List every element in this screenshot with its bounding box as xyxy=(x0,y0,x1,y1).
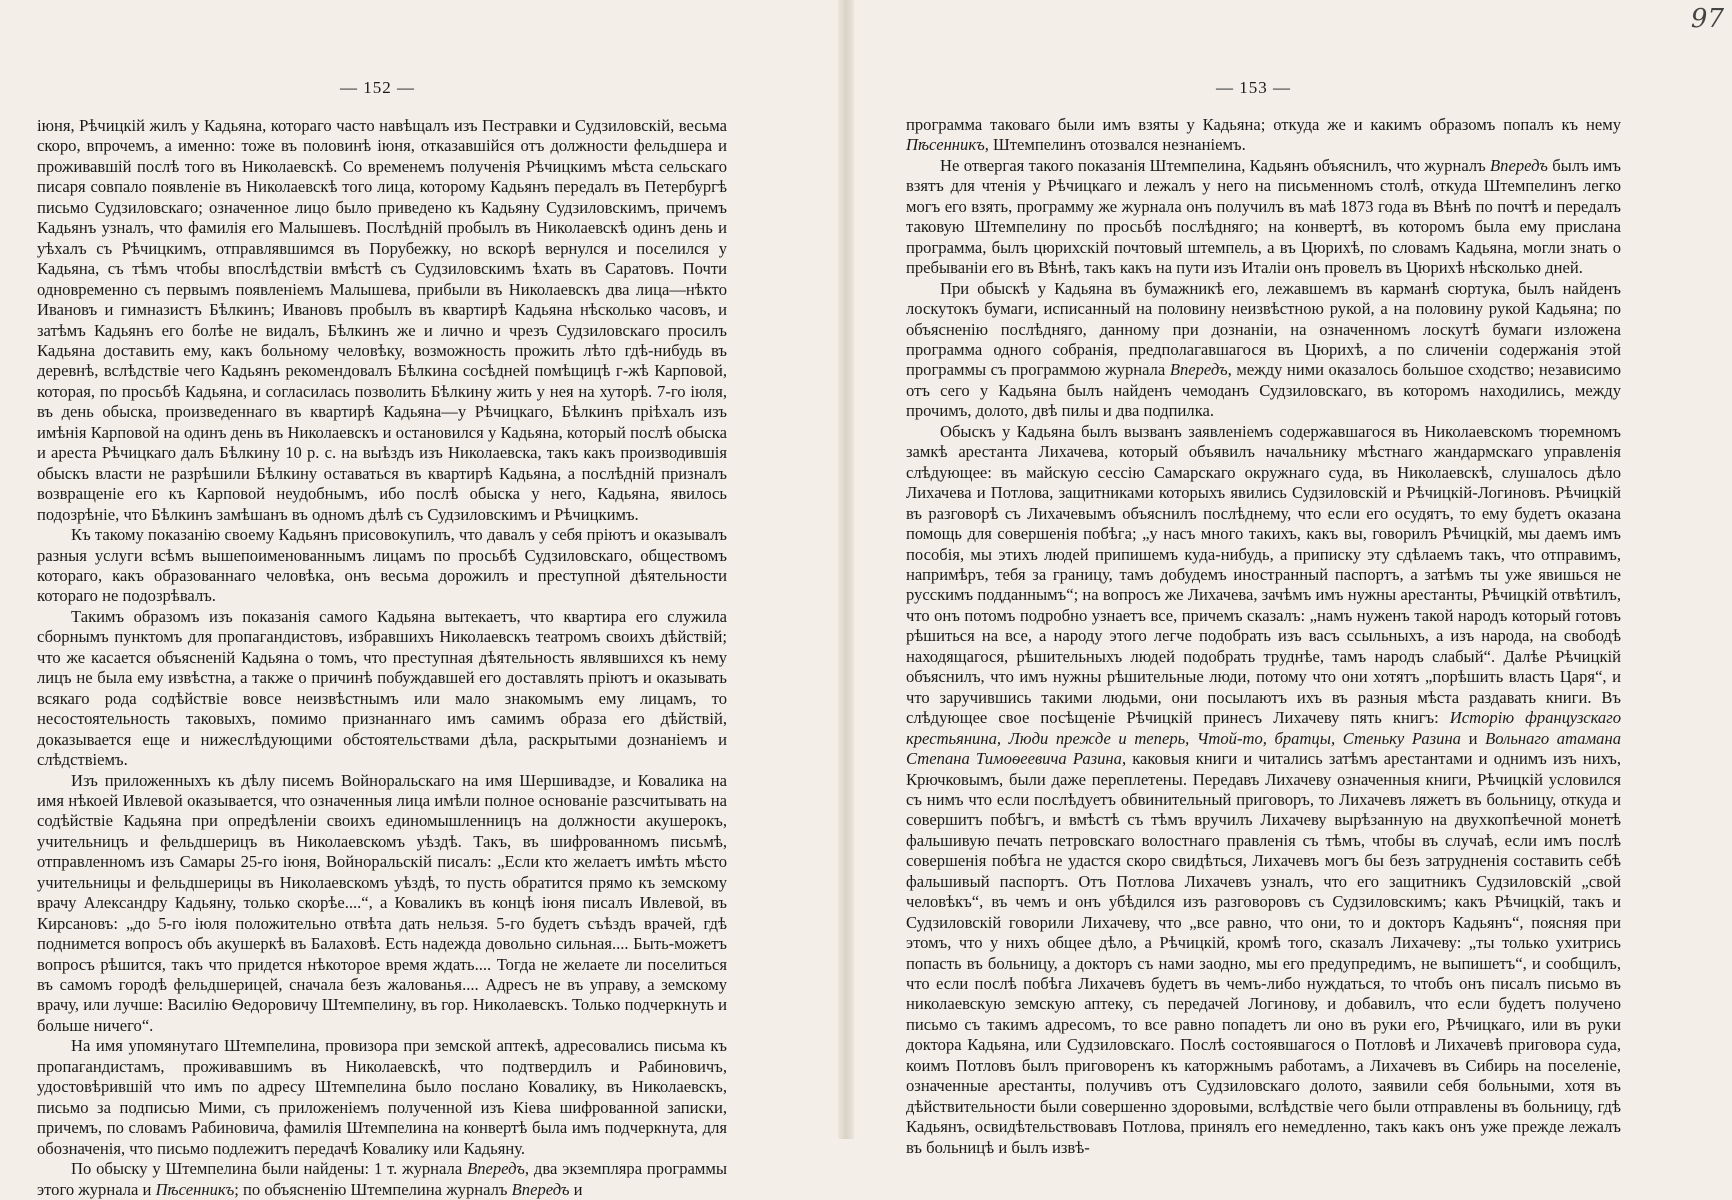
italic-title: Впередъ xyxy=(1169,360,1228,380)
paragraph xyxy=(906,279,1621,422)
book-gutter xyxy=(838,0,854,1139)
paragraph xyxy=(37,607,727,771)
paragraph xyxy=(37,771,727,1037)
text-run: Обыскъ у Кадьяна былъ вызванъ заявленіемъ содержавшагося въ Николаевскомъ тюремномъ замкѣ арестанта Лихачева, который объявилъ начальнику мѣстнаго жандармскаго управленія слѣдующее: въ майскую сессію Самарскаго окружнаго суда, въ Николаевскѣ, слушалось дѣло Лихачева и Потлова, защитниками которыхъ явились Судзиловскій и Рѣчицкій-Логиновъ. Рѣчицкій въ разговорѣ съ Лихачевымъ объяснилъ послѣднему, что если его осудятъ, то ему будетъ оказана помощь для совершенія побѣга; „у насъ много такихъ, какъ вы, говорилъ Рѣчицкій, мы даемъ имъ пособія, мы этихъ людей припишемъ куда-нибудь, а приписку эту сдѣлаемъ такъ, что отправимъ, напримѣръ, тебя за границу, тамъ добудемъ иностранный паспортъ, а затѣмъ ты уже явишься не русскимъ подданнымъ“; на вопросъ же Лихачева, зачѣмъ имъ нужны арестанты, Рѣчицкій отвѣтилъ, что онъ потомъ подробно узнаетъ все, причемъ сказалъ: „намъ нуженъ такой народъ который готовъ рѣшиться на все, а народу этого легче подобрать изъ васъ ссыльныхъ, а изъ народа, на свободѣ находящагося, рѣшительныхъ людей подобрать труднѣе, тамъ народъ слабый“. Далѣе Рѣчицкій объяснилъ, что имъ нужны рѣшительные люди, потому что они хотятъ „порѣшить власть Царя“, и что заручившись такими людьми, они посылаютъ ихъ въ разныя мѣста раздавать книги. Въ слѣдующее свое посѣщеніе Рѣчицкій принесъ Лихачеву пять книгъ: xyxy=(906,421,1621,728)
paragraph xyxy=(906,115,1621,156)
italic-title: Пѣсенникъ xyxy=(906,135,985,155)
paragraph xyxy=(906,156,1621,279)
text-run: При обыскѣ у Кадьяна въ бумажникѣ его, лежавшемъ въ карманѣ сюртука, былъ найденъ лоскутокъ бумаги, исписанный на половину неизвѣстною рукой, а на половину рукой Кадьяна; по объясненію послѣдняго, данному при дознаніи, на означенномъ лоскутѣ бумаги изложена программа одного собранія, предполагавшагося въ Цюрихѣ, а по сличеніи содержанія этой программы съ программою журнала xyxy=(906,278,1621,380)
text-run: ; по объясненію Штемпелина журналъ xyxy=(234,1179,512,1199)
italic-title: Впередъ xyxy=(1490,155,1548,175)
text-run: , каковыя книги и читались затѣмъ арестантами и однимъ изъ нихъ, Крючковымъ, были даже переплетены. Передавъ Лихачеву означенныя книги, Рѣчицкій условился съ нимъ что если послѣдуетъ обвинительный приговоръ, то Лихачевъ ляжетъ въ больницу, откуда и совершитъ побѣгъ, и вмѣстѣ съ тѣмъ вручилъ Лихачеву вырѣзанную на двухкопѣечной монетѣ фальшивую печать петровскаго волостнаго правленія съ тѣмъ, чтобы въ случаѣ, если имъ послѣ совершенія побѣга не удастся скоро свидѣться, Лихачевъ могъ бы безъ затрудненія составить себѣ фальшивый паспортъ. Отъ Потлова Лихачевъ узналъ, что его защитникъ Судзиловскій „свой человѣкъ“, въ чемъ и онъ убѣдился изъ разговоровъ съ Судзиловскимъ; какъ Рѣчицкій, такъ и Судзиловскій говорили Лихачеву, что „все равно, что они, то и докторъ Кадьянъ“, поясняя при этомъ, что у нихъ общее дѣло, а Рѣчицкій, кромѣ того, сказалъ Лихачеву: „ты только ухитрись попасть въ больницу, а докторъ съ нами заодно, мы его предупредимъ, не выпишетъ“, и сообщилъ, что если послѣ побѣга Лихачевъ будетъ въ чемъ-либо нуждаться, то чтобъ онъ писалъ письмо въ николаевскую земскую аптеку, съ передачей Логинову, и добавилъ, что если будетъ получено письмо съ такимъ адресомъ, то все равно попадетъ ли оно въ руки его, Рѣчицкаго, или въ руки доктора Кадьяна, или Судзиловскаго. Послѣ состоявшагося о Потловѣ и Лихачевѣ приговора суда, коимъ Потловъ былъ приговоренъ къ каторжнымъ работамъ, а Лихачевъ въ Сибирь на поселеніе, означенные арестанты, получивъ отъ Судзиловскаго долото, заявили себя больными, хотя въ дѣйствительности были совершенно здоровыми, вслѣдствіе чего были отправлены въ больницу, гдѣ Кадьянъ, освидѣтельствовавъ Потлова, принялъ его немедленно, такъ какъ онъ уже прежде лежалъ въ больницѣ и былъ извѣ- xyxy=(906,749,1621,1157)
italic-title: Исторію французскаго крестьянина, Люди прежде и теперь, Чтой-то, братцы, Стеньку Разина xyxy=(906,708,1621,748)
text-run: и xyxy=(569,1179,583,1199)
page-number-left: — 152 — xyxy=(340,78,415,97)
paragraph xyxy=(37,1159,727,1200)
paragraph xyxy=(37,1036,727,1159)
right-page-text xyxy=(906,115,1621,1158)
text-run: Такимъ образомъ изъ показанія самого Кадьяна вытекаетъ, что квартира его служила сборнымъ пунктомъ для пропагандистовъ, избравшихъ Николаевскъ театромъ своихъ дѣйствій; что же касается объясненій Кадьяна о томъ, что преступная дѣятельность являвшихся къ нему лицъ не была ему извѣстна, а также о причинѣ побуждавшей его доставлять пріютъ и оказывать всякаго рода содѣйствіе вовсе неизвѣстнымъ или мало знакомымъ ему лицамъ, то несостоятельность таковыхъ, помимо признаннаго имъ самимъ образа его дѣйствій, доказывается еще и нижеслѣдующими обстоятельствами дѣла, раскрытыми дознаніемъ и слѣдствіемъ. xyxy=(37,606,727,770)
text-run: былъ имъ взятъ для чтенія у Рѣчицкаго и лежалъ у него на письменномъ столѣ, откуда Штемпелинъ легко могъ его взять, программу же журнала онъ получилъ въ маѣ 1873 года въ Вѣнѣ по почтѣ и передалъ таковую Штемпелину по просьбѣ послѣдняго; на конвертѣ, въ которомъ была ему прислана программа, былъ цюрихскій почтовый штемпель, а въ Цюрихѣ, по словамъ Кадьяна, могли знать о пребываніи его въ Вѣнѣ, такъ какъ на пути изъ Италіи онъ провелъ въ Цюрихѣ нѣсколько дней. xyxy=(906,155,1621,278)
text-run: Не отвергая такого показанія Штемпелина, Кадьянъ объяснилъ, что журналъ xyxy=(940,155,1491,175)
corner-mark: 97 xyxy=(1690,4,1724,34)
text-run: Къ такому показанію своему Кадьянъ присовокупилъ, что давалъ у себя пріютъ и оказывалъ разныя услуги всѣмъ вышепоименованнымъ лицамъ по просьбѣ Судзиловскаго, обществомъ котораго, какъ образованнаго человѣка, онъ весьма дорожилъ и преступной дѣятельности котораго не подозрѣвалъ. xyxy=(37,525,727,606)
text-run: По обыску у Штемпелина были найдены: 1 т. журнала xyxy=(71,1159,468,1179)
left-page xyxy=(0,0,838,1199)
text-run: , Штемпелинъ отозвался незнаніемъ. xyxy=(984,135,1246,155)
italic-title: Вольнаго атамана Степана Тимоѳеевича Разина xyxy=(906,728,1621,769)
text-run: Изъ приложенныхъ къ дѣлу писемъ Войноральскаго на имя Шершивадзе, и Ковалика на имя нѣкоей Ивлевой оказывается, что означенныя лица имѣли полное основаніе разсчитывать на содѣйствіе Кадьяна при опредѣленіи своихъ единомышленницъ на должности акушерокъ, учительницъ и фельдшерицъ въ Николаевскомъ уѣздѣ. Такъ, въ шифрованномъ письмѣ, отправленномъ изъ Самары 25-го іюня, Войноральскій писалъ: „Если кто желаетъ имѣть мѣсто учительницы и фельдшерицы въ Николаевскомъ уѣздѣ, то пусть обратится прямо къ земскому врачу Александру Кадьяну, только скорѣе....“, а Коваликъ въ концѣ іюня писалъ Ивлевой, въ Кирсановъ: „до 5-го іюля положительно отвѣта дать нельзя. 5-го будетъ съѣздъ врачей, гдѣ поднимется вопросъ объ акушеркѣ въ Балаховѣ. Есть надежда довольно сильная.... Быть-можетъ вопросъ рѣшится, такъ что придется нѣкоторое время ждать.... Тогда не желаете ли поселиться въ самомъ городѣ фельдшерицей, сначала безъ жалованья.... Адресъ не въ управу, а земскому врачу, или лучше: Василію Ѳедоровичу Штемпелину, въ гор. Николаевскъ. Только подчеркнуть и больше ничего“. xyxy=(37,770,727,1035)
text-run: программа таковаго были имъ взяты у Кадьяна; откуда же и какимъ образомъ попалъ къ нему xyxy=(906,115,1621,134)
paragraph xyxy=(37,116,727,525)
italic-title: Впередъ xyxy=(467,1159,525,1179)
text-run: іюня, Рѣчицкій жилъ у Кадьяна, котораго часто навѣщалъ изъ Пестравки и Судзиловскій, весьма скоро, впрочемъ, а именно: тоже въ половинѣ іюня, отказавшійся отъ должности фельдшера и проживавшій послѣ того въ Николаевскѣ. Со временемъ полученія Рѣчицкимъ мѣста сельскаго писаря совпало появленіе въ Николаевскѣ того лица, которому Кадьянъ передалъ въ Петербургѣ письмо Судзиловскаго; означенное лицо было приведено къ Кадьяну Судзиловскимъ, причемъ Кадьянъ узналъ, что фамилія его Малышевъ. Послѣдній пробылъ въ Николаевскѣ одинъ день и уѣхалъ съ Рѣчицкимъ, отправлявшимся въ Порубежку, но вскорѣ вернулся и поселился у Кадьяна, съ тѣмъ чтобы впослѣдствіи вмѣстѣ съ Судзиловскимъ ѣхать въ Саратовъ. Почти одновременно съ первымъ появленіемъ Малышева, прибыли въ Николаевскъ два лица—нѣкто Ивановъ и гимназистъ Бѣлкинъ; Ивановъ пробылъ въ квартирѣ Кадьяна нѣсколько часовъ, и затѣмъ Кадьянъ его болѣе не видалъ, Бѣлкинъ же и лично и чрезъ Судзиловскаго просилъ Кадьяна доставить ему, какъ больному человѣку, возможность прожить лѣто гдѣ-нибудь въ деревнѣ, вслѣдствіе чего Кадьянъ рекомендовалъ Бѣлкина сосѣдней помѣщицѣ г-жѣ Карповой, которая, по просьбѣ Кадьяна, и согласилась позволить Бѣлкину жить у нея на хуторѣ. 7-го іюля, въ день обыска, произведеннаго въ квартирѣ Кадьяна—у Рѣчицкаго, Бѣлкинъ пріѣхалъ изъ имѣнія Карповой на одинъ день въ Николаевскъ и остановился у Кадьяна, который послѣ обыска и ареста Рѣчицкаго далъ Бѣлкину 10 р. с. на выѣздъ изъ Николаевска, такъ какъ производившія обыскъ власти не разрѣшили Бѣлкину оставаться въ квартирѣ Кадьяна, а послѣдній призналъ возвращеніе его къ Карповой неудобнымъ, ибо послѣ обыска у него, Кадьяна, явилось подозрѣніе, что Бѣлкинъ замѣшанъ въ одномъ дѣлѣ съ Судзиловскимъ и Рѣчицкимъ. xyxy=(37,116,727,524)
page-number-right: — 153 — xyxy=(1216,78,1291,97)
paragraph xyxy=(906,422,1621,1158)
text-run: , два экземпляра программы этого журнала и xyxy=(37,1159,728,1199)
text-run: и xyxy=(1460,728,1486,748)
text-run: , между ними оказалось большое сходство; независимо отъ сего у Кадьяна былъ найденъ чемоданъ Судзиловскаго, въ которомъ находились, между прочимъ, долото, двѣ пилы и два подпилка. xyxy=(906,360,1621,421)
italic-title: Пѣсенникъ xyxy=(155,1179,235,1199)
paragraph xyxy=(37,525,727,607)
italic-title: Впередъ xyxy=(511,1179,570,1199)
text-run: На имя упомянутаго Штемпелина, провизора при земской аптекѣ, адресовались письма къ пропагандистамъ, проживавшимъ въ Николаевскѣ, что подтвердилъ и Рабиновичъ, удостовѣрившій что имъ по адресу Штемпелина было послано Ковалику, въ Николаевскъ, письмо за подписью Мими, съ приложеніемъ полученной изъ Кіева шифрованной записки, причемъ, по словамъ Рабиновича, фамилія Штемпелина на конвертѣ была имъ подчеркнута, для обозначенія, что письмо подлежитъ передачѣ Ковалику или Кадьяну. xyxy=(37,1036,727,1158)
left-page-text xyxy=(37,116,727,1200)
right-page xyxy=(854,0,1732,1157)
